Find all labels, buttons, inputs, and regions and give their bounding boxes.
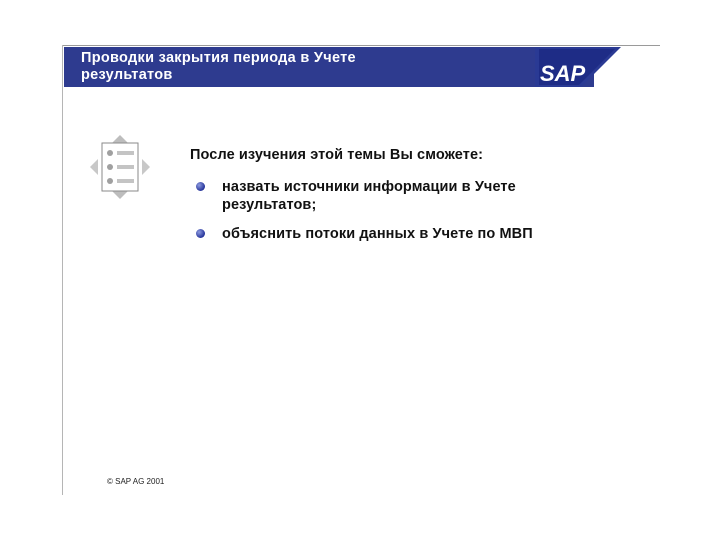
objective-item bbox=[196, 225, 616, 243]
slide-title-line2: результатов bbox=[81, 67, 173, 83]
sap-logo-text: SAP bbox=[540, 61, 586, 86]
top-divider bbox=[62, 45, 660, 46]
bullet-icon bbox=[196, 229, 205, 238]
objective-text-line1: назвать источники информации в Учете bbox=[222, 179, 516, 195]
copyright-notice: © SAP AG 2001 bbox=[107, 477, 165, 486]
bullet-icon bbox=[196, 182, 205, 191]
objectives-list-icon bbox=[88, 133, 152, 201]
objectives-intro: После изучения этой темы Вы сможете: bbox=[190, 147, 484, 163]
objective-text-line2: результатов; bbox=[222, 197, 317, 213]
slide-title bbox=[81, 50, 441, 84]
objectives-list bbox=[196, 178, 616, 254]
sap-logo bbox=[535, 47, 621, 87]
objective-text-line1: объяснить потоки данных в Учете по МВП bbox=[222, 226, 533, 242]
left-divider bbox=[62, 45, 63, 495]
objective-item bbox=[196, 178, 616, 214]
slide-title-line1: Проводки закрытия периода в Учете bbox=[81, 50, 356, 66]
